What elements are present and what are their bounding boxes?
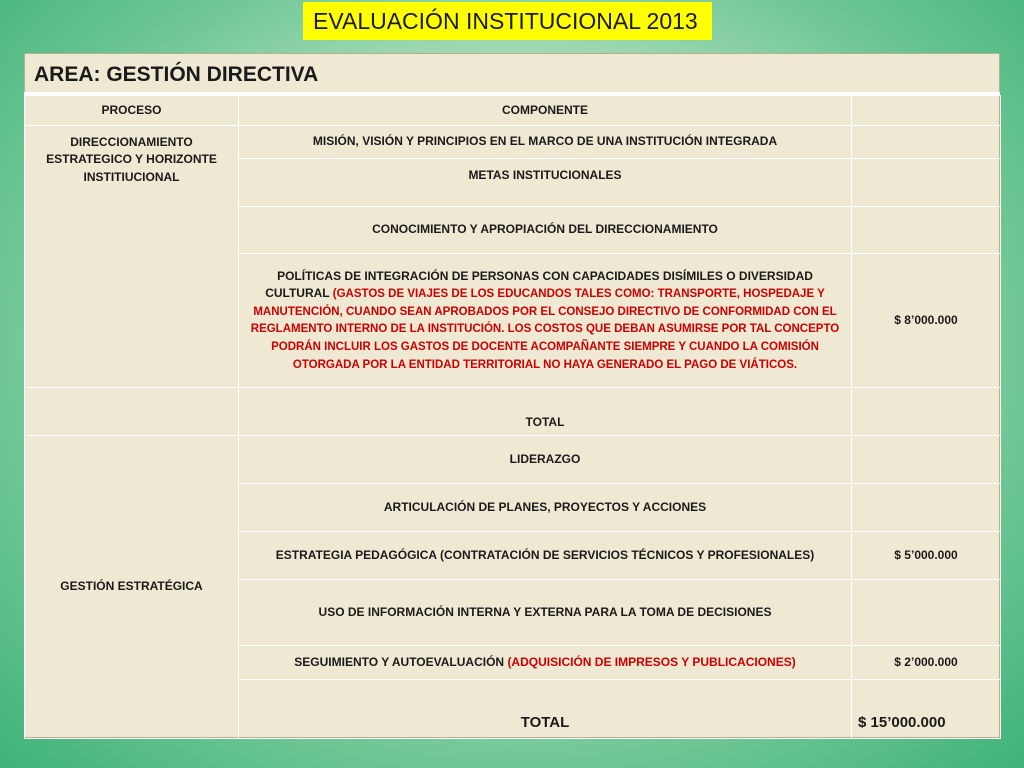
valor-cell [852, 126, 1001, 159]
componente-note: (ADQUISICIÓN DE IMPRESOS Y PUBLICACIONES) [507, 654, 796, 669]
valor-cell: $ 2’000.000 [852, 646, 1001, 680]
evaluation-table [24, 95, 1001, 739]
proceso-cell: DIRECCIONAMIENTO ESTRATEGICO Y HORIZONTE INSTITIUCIONAL [25, 126, 239, 388]
proceso-cell-empty [25, 388, 239, 436]
componente-cell: METAS INSTITUCIONALES [239, 159, 852, 207]
total-label: TOTAL [239, 388, 852, 436]
valor-cell [852, 207, 1001, 254]
componente-text: POLÍTICAS DE INTEGRACIÓN DE PERSONAS CON CAPACIDADES DISÍMILES O DIVERSIDAD CULTURAL [265, 268, 813, 301]
header-row [25, 96, 1001, 126]
header-valor [852, 96, 1001, 126]
valor-cell: $ 5’000.000 [852, 532, 1001, 580]
componente-cell: ARTICULACIÓN DE PLANES, PROYECTOS Y ACCIONES [239, 484, 852, 532]
componente-cell: CONOCIMIENTO Y APROPIACIÓN DEL DIRECCIONAMIENTO [239, 207, 852, 254]
componente-cell: LIDERAZGO [239, 436, 852, 484]
componente-text: SEGUIMIENTO Y AUTOEVALUACIÓN [294, 654, 505, 669]
area-heading: AREA: GESTIÓN DIRECTIVA [24, 53, 1000, 95]
componente-cell: ESTRATEGIA PEDAGÓGICA (CONTRATACIÓN DE SERVICIOS TÉCNICOS Y PROFESIONALES) [239, 532, 852, 580]
proceso-cell: GESTIÓN ESTRATÉGICA [25, 436, 239, 739]
document-title: EVALUACIÓN INSTITUCIONAL 2013 [303, 2, 712, 40]
componente-cell: USO DE INFORMACIÓN INTERNA Y EXTERNA PARA LA TOMA DE DECISIONES [239, 580, 852, 646]
total-value [852, 388, 1001, 436]
total-row [25, 388, 1001, 436]
componente-cell: MISIÓN, VISIÓN Y PRINCIPIOS EN EL MARCO DE UNA INSTITUCIÓN INTEGRADA [239, 126, 852, 159]
componente-cell [239, 254, 852, 388]
header-proceso: PROCESO [25, 96, 239, 126]
header-componente: COMPONENTE [239, 96, 852, 126]
valor-cell [852, 580, 1001, 646]
total-label: TOTAL [239, 680, 852, 739]
valor-cell [852, 159, 1001, 207]
table-row [25, 126, 1001, 159]
componente-cell [239, 646, 852, 680]
valor-cell: $ 8’000.000 [852, 254, 1001, 388]
valor-cell [852, 436, 1001, 484]
total-value: $ 15’000.000 [852, 680, 1001, 739]
table-row [25, 436, 1001, 484]
componente-note: (GASTOS DE VIAJES DE LOS EDUCANDOS TALES COMO: TRANSPORTE, HOSPEDAJE Y MANUTENCIÓN, CUANDO SEAN APROBADOS POR EL CONSEJO DIRECTIVO DE CONFORMIDAD CON EL REGLAMENTO INTERNO DE LA INSTITUCIÓN. LOS COSTOS QUE DEBAN ASUMIRSE POR TAL CONCEPTO PODRÁN INCLUIR LOS GASTOS DE DOCENTE ACOMPAÑANTE SIEMPRE Y CUANDO LA COMISIÓN OTORGADA POR LA ENTIDAD TERRITORIAL NO HAYA GENERADO EL PAGO DE VIÁTICOS. [250, 288, 840, 371]
valor-cell [852, 484, 1001, 532]
